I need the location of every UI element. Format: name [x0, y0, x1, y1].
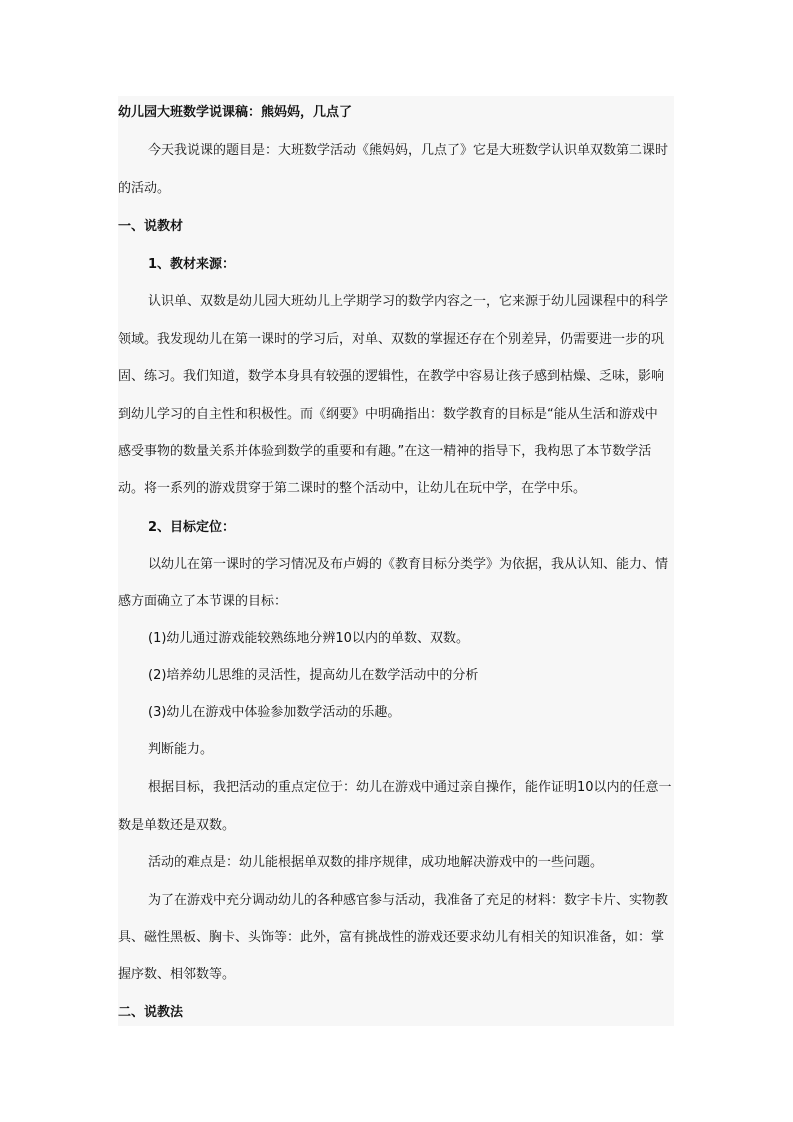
- goal-item: (1)幼儿通过游戏能较熟练地分辨10以内的单数、双数。: [148, 631, 469, 646]
- subsection-2-heading: 2、目标定位：: [148, 520, 236, 535]
- paragraph-line: 认识单、双数是幼儿园大班幼儿上学期学习的数学内容之一，它来源于幼儿园课程中的科学: [148, 294, 669, 309]
- subsection-1-heading: 1、教材来源：: [148, 257, 236, 272]
- section-2-heading: 二、说教法: [118, 1005, 184, 1020]
- paragraph-line: 以幼儿在第一课时的学习情况及布卢姆的《教育目标分类学》为依据，我从认知、能力、情: [148, 557, 669, 572]
- paragraph-line: 固、练习。我们知道，数学本身具有较强的逻辑性，在教学中容易让孩子感到枯燥、乏味，影响: [118, 369, 665, 384]
- document-page: [118, 96, 674, 1026]
- paragraph-line: 数是单数还是双数。: [118, 818, 236, 833]
- paragraph-line: 感方面确立了本节课的目标：: [118, 594, 288, 609]
- paragraph-line: 根据目标，我把活动的重点定位于：幼儿在游戏中通过亲自操作，能作证明10以内的任意一: [148, 780, 672, 795]
- goal-item: (2)培养幼儿思维的灵活性，提高幼儿在数学活动中的分析: [148, 668, 479, 683]
- paragraph-line: 到幼儿学习的自主性和积极性。而《纲要》中明确指出：数学教育的目标是“能从生活和游戏中: [118, 407, 658, 422]
- document-title: 幼儿园大班数学说课稿：熊妈妈，几点了: [118, 105, 353, 120]
- intro-line-1: 今天我说课的题目是：大班数学活动《熊妈妈，几点了》它是大班数学认识单双数第二课时: [148, 143, 669, 158]
- section-1-heading: 一、说教材: [118, 219, 184, 234]
- paragraph-line: 动。将一系列的游戏贯穿于第二课时的整个活动中，让幼儿在玩中学，在学中乐。: [118, 481, 587, 496]
- paragraph-line: 领域。我发现幼儿在第一课时的学习后，对单、双数的掌握还存在个别差异，仍需要进一步的巩: [118, 332, 665, 347]
- paragraph-line: 握序数、相邻数等。: [118, 967, 236, 982]
- paragraph-line: 具、磁性黑板、胸卡、头饰等：此外，富有挑战性的游戏还要求幼儿有相关的知识准备，如：掌: [118, 930, 665, 945]
- intro-line-2: 的活动。: [118, 181, 171, 196]
- paragraph-line: 感受事物的数量关系并体验到数学的重要和有趣。”在这一精神的指导下，我构思了本节数学活: [118, 444, 652, 459]
- paragraph-line: 活动的难点是：幼儿能根据单双数的排序规律，成功地解决游戏中的一些问题。: [148, 855, 604, 870]
- paragraph-line: 为了在游戏中充分调动幼儿的各种感官参与活动，我准备了充足的材料：数字卡片、实物教: [148, 893, 669, 908]
- goal-item: (3)幼儿在游戏中体验参加数学活动的乐趣。: [148, 705, 401, 720]
- paragraph-line: 判断能力。: [148, 742, 214, 757]
